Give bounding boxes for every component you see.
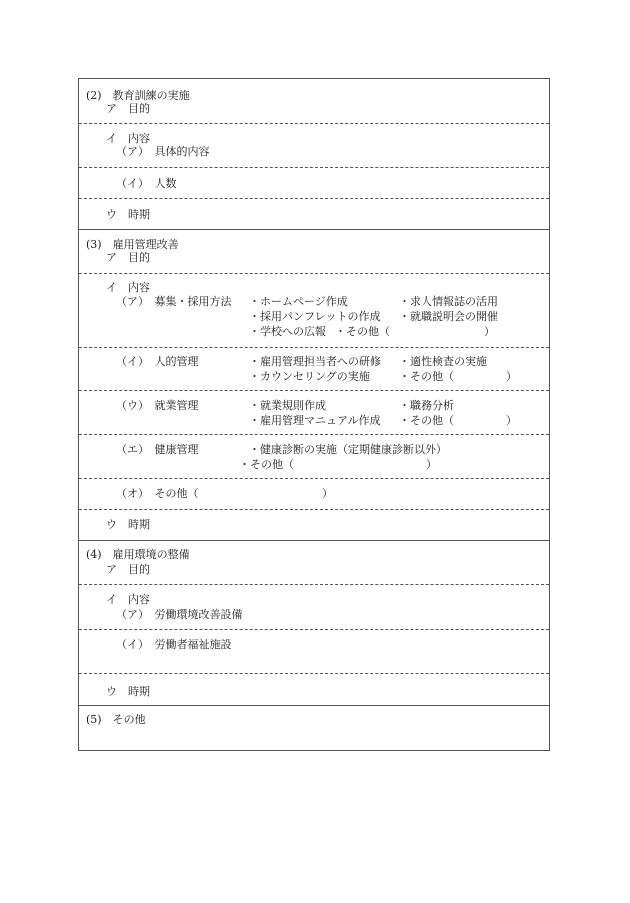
recruitment-method-label: （ア） 募集・採用方法 — [116, 295, 232, 308]
section2-specific-content-label: （ア） 具体的内容 — [116, 145, 210, 158]
form-table — [78, 78, 550, 751]
divider — [79, 478, 549, 479]
section2-purpose-label: ア 目的 — [106, 102, 150, 115]
section2-headcount-label: （イ） 人数 — [116, 177, 177, 190]
divider — [79, 347, 549, 348]
work-option-manual: ・雇用管理マニュアル作成 — [249, 414, 381, 427]
recruit-other-close: ） — [484, 325, 495, 338]
recruit-option-other: ・その他（ — [335, 325, 390, 338]
health-option-other: ・その他（ — [239, 458, 294, 471]
section-divider — [79, 705, 549, 706]
section-divider — [79, 229, 549, 230]
recruit-option-homepage: ・ホームページ作成 — [249, 295, 348, 308]
work-environment-equipment-label: （ア） 労働環境改善設備 — [116, 608, 243, 621]
divider — [79, 123, 549, 124]
hr-option-other: ・その他（ — [399, 370, 454, 383]
section3-content-label: イ 内容 — [106, 281, 150, 294]
divider — [79, 273, 549, 274]
welfare-facility-label: （イ） 労働者福祉施設 — [116, 638, 232, 651]
section4-timing-label: ウ 時期 — [106, 685, 150, 698]
work-other-close: ） — [506, 414, 517, 427]
hr-option-aptitude: ・適性検査の実施 — [399, 355, 487, 368]
recruit-option-pamphlet: ・採用パンフレットの作成 — [249, 310, 381, 323]
section4-purpose-label: ア 目的 — [106, 563, 150, 576]
section-divider — [79, 540, 549, 541]
divider — [79, 434, 549, 435]
work-option-job-analysis: ・職務分析 — [399, 399, 454, 412]
divider — [79, 629, 549, 630]
hr-option-counseling: ・カウンセリングの実施 — [249, 370, 370, 383]
section3-timing-label: ウ 時期 — [106, 518, 150, 531]
human-management-label: （イ） 人的管理 — [116, 355, 199, 368]
section4-content-label: イ 内容 — [106, 593, 150, 606]
section2-timing-label: ウ 時期 — [106, 208, 150, 221]
work-option-other: ・その他（ — [399, 414, 454, 427]
section3-other-label: （オ） その他（ — [116, 487, 199, 500]
hr-other-close: ） — [506, 370, 517, 383]
divider — [79, 198, 549, 199]
section4-heading: (4) 雇用環境の整備 — [86, 548, 190, 561]
section2-content-label: イ 内容 — [106, 132, 150, 145]
recruit-option-job-magazine: ・求人情報誌の活用 — [399, 295, 498, 308]
recruit-option-school: ・学校への広報 — [249, 325, 326, 338]
divider — [79, 390, 549, 391]
divider — [79, 167, 549, 168]
health-option-checkup: ・健康診断の実施（定期健康診断以外） — [249, 443, 447, 456]
work-management-label: （ウ） 就業管理 — [116, 399, 199, 412]
section5-heading: (5) その他 — [86, 713, 146, 726]
recruit-option-briefing: ・就職説明会の開催 — [399, 310, 498, 323]
divider — [79, 673, 549, 674]
divider — [79, 584, 549, 585]
section3-purpose-label: ア 目的 — [106, 251, 150, 264]
section3-other-close: ） — [322, 487, 333, 500]
divider — [79, 509, 549, 510]
section3-heading: (3) 雇用管理改善 — [86, 238, 179, 251]
hr-option-training: ・雇用管理担当者への研修 — [249, 355, 381, 368]
section2-heading: (2) 教育訓練の実施 — [86, 89, 190, 102]
work-option-rules: ・就業規則作成 — [249, 399, 326, 412]
health-other-close: ） — [426, 458, 437, 471]
health-management-label: （エ） 健康管理 — [116, 443, 199, 456]
